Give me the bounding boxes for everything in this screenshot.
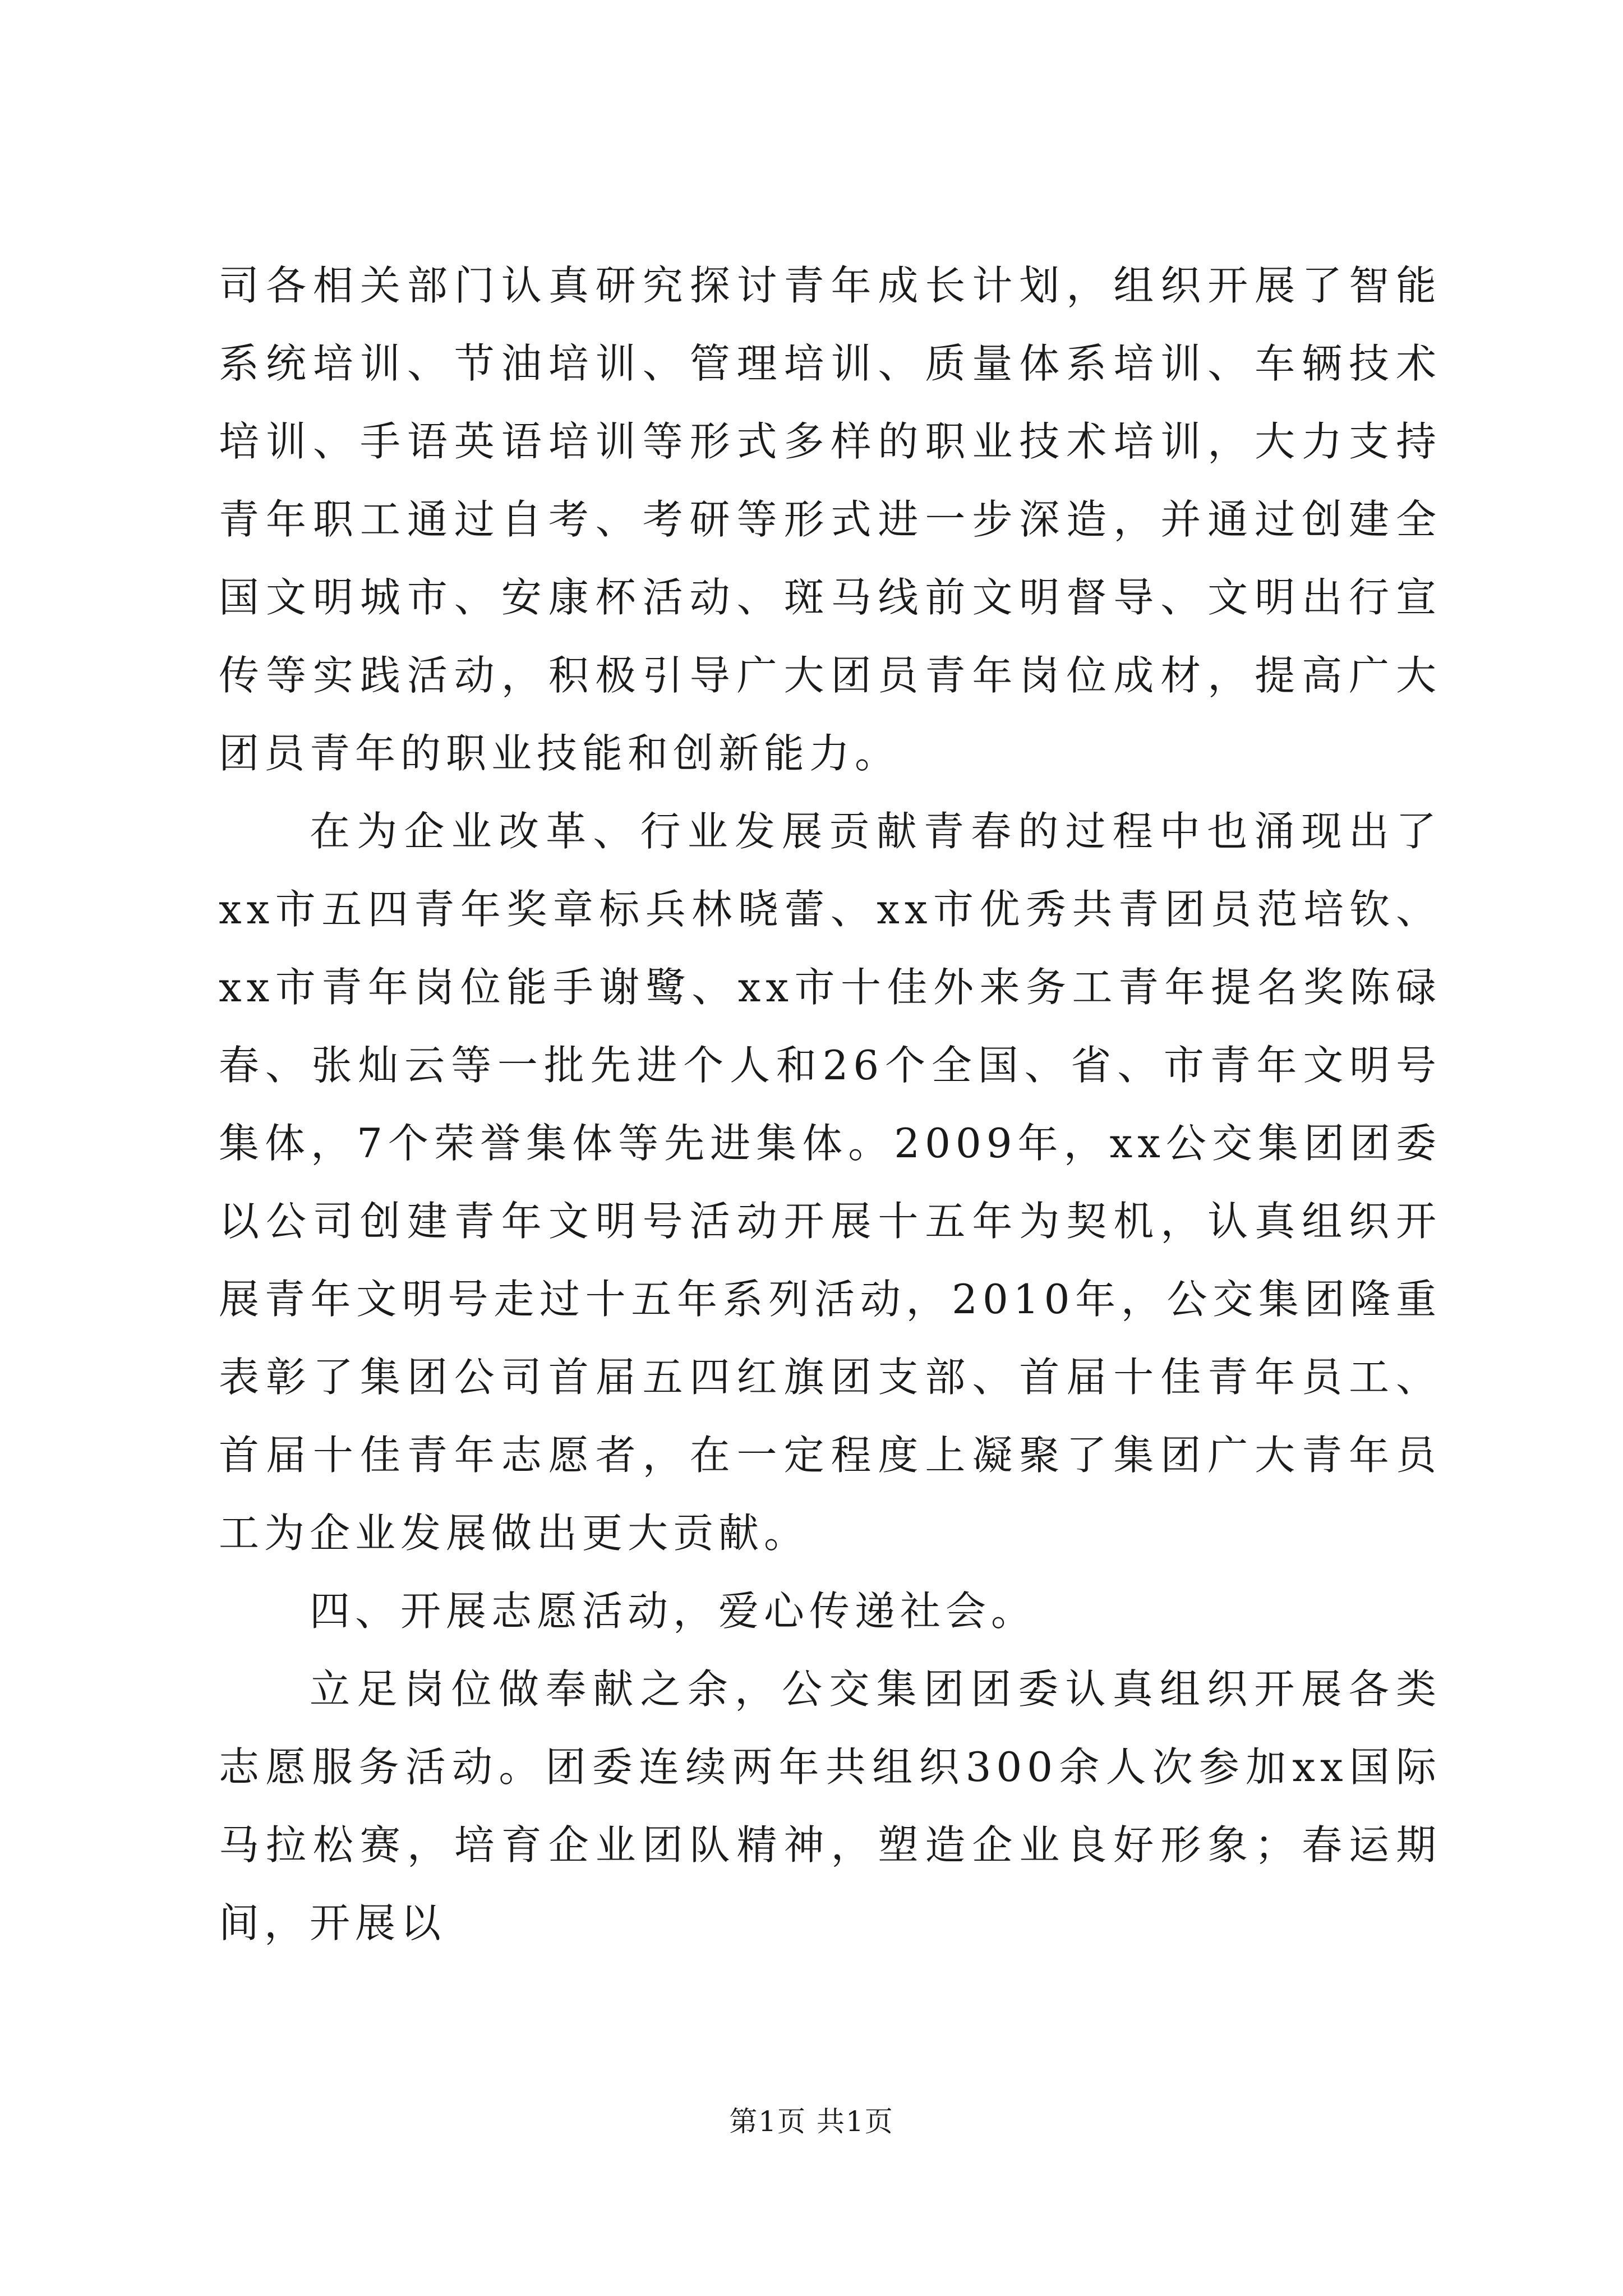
paragraph-training: 司各相关部门认真研究探讨青年成长计划，组织开展了智能系统培训、节油培训、管理培训、质量体系培训、车辆技术培训、手语英语培训等形式多样的职业技术培训，大力支持青年职工通过自考、考研等形式进一步深造，并通过创建全国文明城市、安康杯活动、斑马线前文明督导、文明出行宣传等实践活动，积极引导广大团员青年岗位成材，提高广大团员青年的职业技能和创新能力。 <box>219 262 1441 777</box>
paragraph-volunteer-service: 立足岗位做奉献之余，公交集团团委认真组织开展各类志愿服务活动。团委连续两年共组织300余人次参加xx国际马拉松赛，培育企业团队精神，塑造企业良好形象；春运期间，开展以 <box>219 1665 1441 1947</box>
section-heading-volunteer: 四、开展志愿活动，爱心传递社会。 <box>310 1588 1037 1635</box>
page-number-footer: 第1页 共1页 <box>729 2105 894 2138</box>
document-body <box>219 247 1441 1962</box>
paragraph-advanced-individuals: 在为企业改革、行业发展贡献青春的过程中也涌现出了xx市五四青年奖章标兵林晓蕾、xx市优秀共青团员范培钦、xx市青年岗位能手谢鹭、xx市十佳外来务工青年提名奖陈碌春、张灿云等一批先进个人和26个全国、省、市青年文明号集体，7个荣誉集体等先进集体。2009年，xx公交集团团委以公司创建青年文明号活动开展十五年为契机，认真组织开展青年文明号走过十五年系列活动，2010年，公交集团隆重表彰了集团公司首届五四红旗团支部、首届十佳青年员工、首届十佳青年志愿者，在一定程度上凝聚了集团广大青年员工为企业发展做出更大贡献。 <box>219 808 1441 1557</box>
